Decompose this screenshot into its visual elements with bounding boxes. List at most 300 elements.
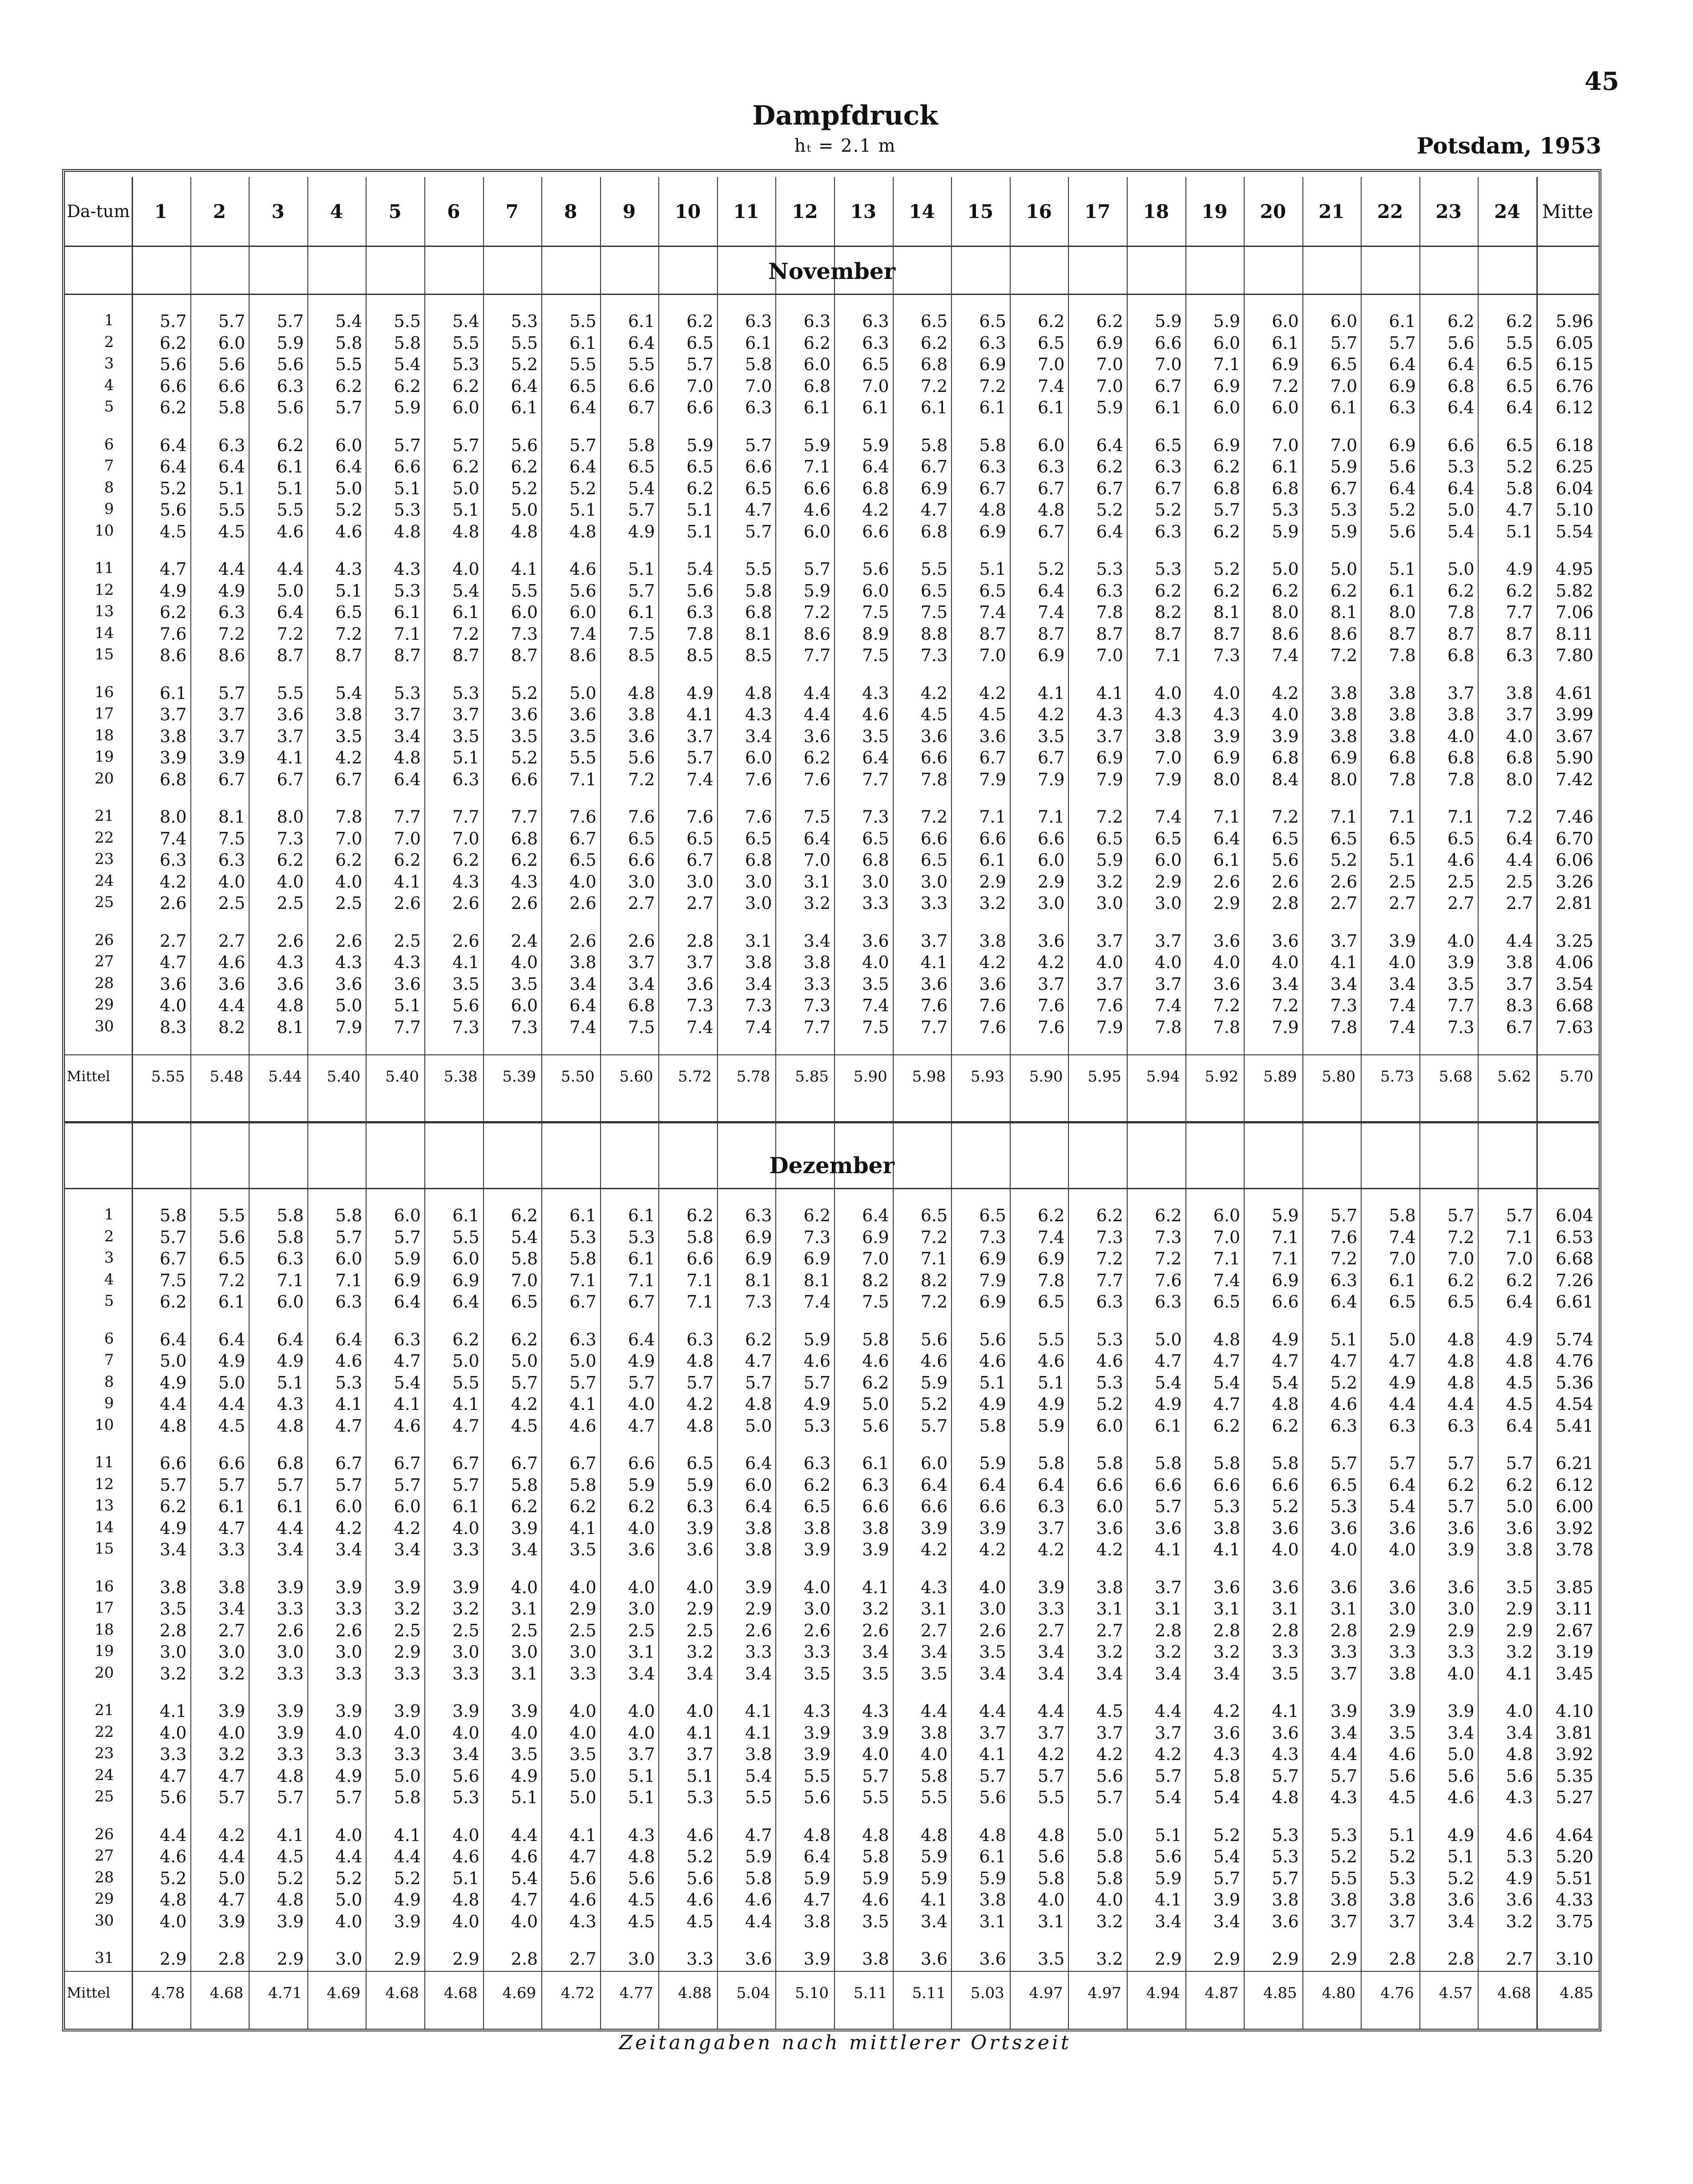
value-cell: 5.0 — [1506, 1497, 1533, 1516]
value-cell: 3.9 — [1447, 953, 1475, 972]
value-cell: 5.0 — [569, 1766, 597, 1786]
value-cell: 7.3 — [1213, 646, 1241, 665]
value-cell: 8.7 — [1155, 624, 1182, 644]
day-label: 12 — [94, 1475, 114, 1493]
mitte-cell: 6.53 — [1556, 1227, 1593, 1247]
value-cell: 4.0 — [1037, 1890, 1065, 1909]
value-cell: 3.6 — [335, 974, 363, 994]
value-cell: 5.0 — [1447, 559, 1475, 579]
value-cell: 2.6 — [569, 931, 597, 951]
value-cell: 2.6 — [569, 893, 597, 913]
value-cell: 6.1 — [628, 1206, 655, 1225]
value-cell: 4.0 — [1272, 1540, 1299, 1559]
day-label: 18 — [94, 726, 114, 744]
value-cell: 6.3 — [394, 1329, 421, 1349]
mittel-value: 4.69 — [502, 1984, 536, 2002]
value-cell: 3.7 — [686, 726, 713, 746]
value-cell: 3.9 — [1389, 1701, 1416, 1721]
value-cell: 4.4 — [394, 1847, 421, 1866]
header-hour-10: 10 — [674, 200, 701, 222]
value-cell: 3.5 — [1506, 1577, 1533, 1597]
value-cell: 4.0 — [511, 1911, 538, 1931]
value-cell: 6.5 — [979, 311, 1006, 331]
value-cell: 4.3 — [569, 1911, 597, 1931]
value-cell: 2.9 — [394, 1949, 421, 1969]
value-cell: 5.3 — [628, 1227, 655, 1247]
value-cell: 3.3 — [1037, 1599, 1065, 1619]
mittel-value: 5.80 — [1322, 1068, 1356, 1086]
value-cell: 2.7 — [1447, 893, 1475, 913]
value-cell: 5.0 — [862, 1394, 889, 1414]
value-cell: 7.0 — [862, 1249, 889, 1268]
value-cell: 4.5 — [628, 1911, 655, 1931]
value-cell: 3.9 — [803, 1949, 830, 1969]
value-cell: 4.6 — [686, 1890, 713, 1909]
value-cell: 4.0 — [803, 1577, 830, 1597]
value-cell: 6.6 — [745, 457, 772, 476]
header-hour-11: 11 — [733, 200, 759, 222]
value-cell: 6.0 — [1272, 398, 1299, 417]
value-cell: 3.9 — [1213, 726, 1241, 746]
value-cell: 4.0 — [569, 1577, 597, 1597]
value-cell: 5.1 — [335, 581, 363, 601]
value-cell: 4.3 — [335, 953, 363, 972]
value-cell: 4.9 — [628, 1351, 655, 1371]
value-cell: 4.4 — [1506, 931, 1533, 951]
value-cell: 4.0 — [160, 1723, 187, 1743]
value-cell: 5.7 — [1330, 1206, 1358, 1225]
value-cell: 4.4 — [920, 1701, 948, 1721]
value-cell: 5.0 — [745, 1416, 772, 1436]
value-cell: 5.3 — [452, 683, 480, 703]
value-cell: 4.4 — [218, 1847, 246, 1866]
value-cell: 7.5 — [628, 624, 655, 644]
value-cell: 3.4 — [335, 1540, 363, 1559]
value-cell: 4.9 — [335, 1766, 363, 1786]
value-cell: 5.2 — [920, 1394, 948, 1414]
value-cell: 3.7 — [394, 705, 421, 724]
value-cell: 2.9 — [452, 1949, 480, 1969]
value-cell: 3.7 — [1037, 1723, 1065, 1743]
value-cell: 7.0 — [1506, 1249, 1533, 1268]
value-cell: 4.1 — [686, 705, 713, 724]
value-cell: 3.0 — [920, 872, 948, 892]
value-cell: 3.5 — [569, 1540, 597, 1559]
value-cell: 6.6 — [803, 478, 830, 498]
value-cell: 7.0 — [686, 376, 713, 396]
value-cell: 4.0 — [160, 996, 187, 1015]
value-cell: 7.3 — [803, 1227, 830, 1247]
value-cell: 3.5 — [803, 1663, 830, 1683]
value-cell: 6.9 — [1096, 748, 1123, 767]
mittel-value: 4.68 — [443, 1984, 478, 2002]
value-cell: 4.0 — [335, 1723, 363, 1743]
value-cell: 6.5 — [628, 457, 655, 476]
value-cell: 3.6 — [1155, 1518, 1182, 1538]
value-cell: 7.1 — [979, 807, 1006, 827]
value-cell: 4.5 — [160, 521, 187, 541]
value-cell: 5.6 — [452, 1766, 480, 1786]
value-cell: 5.3 — [803, 1416, 830, 1436]
value-cell: 6.6 — [920, 828, 948, 848]
day-label: 16 — [94, 1577, 114, 1595]
value-cell: 6.4 — [277, 1329, 304, 1349]
value-cell: 5.7 — [335, 1475, 363, 1495]
value-cell: 6.2 — [452, 850, 480, 870]
value-cell: 4.2 — [335, 1518, 363, 1538]
value-cell: 5.7 — [1506, 1206, 1533, 1225]
value-cell: 3.9 — [394, 1911, 421, 1931]
day-label: 19 — [94, 748, 114, 766]
value-cell: 7.5 — [862, 1292, 889, 1312]
value-cell: 5.7 — [745, 435, 772, 455]
value-cell: 5.6 — [160, 500, 187, 520]
value-cell: 4.7 — [569, 1847, 597, 1866]
mittel-value: 4.97 — [1029, 1984, 1063, 2002]
mitte-cell: 3.10 — [1556, 1949, 1593, 1969]
mittel-value: 5.48 — [210, 1068, 244, 1086]
value-cell: 5.6 — [569, 1868, 597, 1888]
value-cell: 7.5 — [803, 807, 830, 827]
value-cell: 3.6 — [686, 974, 713, 994]
value-cell: 3.4 — [628, 974, 655, 994]
value-cell: 2.9 — [1155, 1949, 1182, 1969]
mitte-cell: 3.19 — [1556, 1642, 1593, 1662]
value-cell: 5.2 — [1096, 1394, 1123, 1414]
value-cell: 5.5 — [452, 1373, 480, 1393]
value-cell: 3.0 — [686, 872, 713, 892]
value-cell: 3.6 — [569, 705, 597, 724]
value-cell: 3.3 — [686, 1949, 713, 1969]
mitte-cell: 7.63 — [1556, 1017, 1593, 1037]
value-cell: 4.6 — [803, 500, 830, 520]
value-cell: 6.9 — [979, 1292, 1006, 1312]
value-cell: 7.8 — [1447, 602, 1475, 622]
value-cell: 3.9 — [1037, 1577, 1065, 1597]
value-cell: 4.7 — [218, 1766, 246, 1786]
value-cell: 7.0 — [511, 1270, 538, 1290]
day-label: 29 — [94, 996, 114, 1013]
value-cell: 7.5 — [862, 646, 889, 665]
value-cell: 7.4 — [1037, 1227, 1065, 1247]
value-cell: 3.5 — [511, 1744, 538, 1764]
value-cell: 7.4 — [1037, 602, 1065, 622]
value-cell: 5.5 — [511, 333, 538, 353]
value-cell: 5.2 — [394, 1868, 421, 1888]
value-cell: 3.4 — [1213, 1663, 1241, 1683]
value-cell: 2.6 — [628, 931, 655, 951]
value-cell: 6.7 — [218, 769, 246, 789]
day-label: 5 — [104, 1292, 114, 1310]
value-cell: 4.0 — [979, 1577, 1006, 1597]
value-cell: 4.0 — [511, 953, 538, 972]
value-cell: 5.6 — [277, 355, 304, 374]
value-cell: 5.5 — [569, 311, 597, 331]
value-cell: 4.1 — [569, 1394, 597, 1414]
value-cell: 6.2 — [394, 850, 421, 870]
value-cell: 3.5 — [1447, 974, 1475, 994]
value-cell: 4.3 — [394, 559, 421, 579]
value-cell: 3.7 — [1096, 974, 1123, 994]
value-cell: 5.7 — [1447, 1206, 1475, 1225]
value-cell: 5.5 — [569, 748, 597, 767]
value-cell: 2.9 — [1155, 872, 1182, 892]
value-cell: 7.3 — [1096, 1227, 1123, 1247]
value-cell: 3.9 — [277, 1701, 304, 1721]
value-cell: 5.1 — [1330, 1329, 1358, 1349]
value-cell: 3.8 — [1330, 726, 1358, 746]
mitte-cell: 4.10 — [1556, 1701, 1593, 1721]
value-cell: 7.8 — [335, 807, 363, 827]
value-cell: 4.6 — [452, 1847, 480, 1866]
value-cell: 6.4 — [1447, 398, 1475, 417]
column-divider — [775, 177, 776, 2029]
value-cell: 3.5 — [920, 1663, 948, 1683]
value-cell: 5.8 — [569, 1475, 597, 1495]
value-cell: 3.8 — [745, 1518, 772, 1538]
value-cell: 6.0 — [745, 748, 772, 767]
value-cell: 5.7 — [452, 435, 480, 455]
value-cell: 3.5 — [1389, 1723, 1416, 1743]
header-hour-24: 24 — [1494, 200, 1520, 222]
value-cell: 7.6 — [1155, 1270, 1182, 1290]
mittel-value: 5.10 — [795, 1984, 829, 2002]
value-cell: 6.4 — [160, 1329, 187, 1349]
value-cell: 8.2 — [218, 1017, 246, 1037]
value-cell: 6.6 — [862, 521, 889, 541]
value-cell: 4.0 — [686, 1701, 713, 1721]
value-cell: 4.8 — [452, 1890, 480, 1909]
value-cell: 4.9 — [160, 1518, 187, 1538]
value-cell: 4.9 — [160, 1373, 187, 1393]
value-cell: 3.3 — [277, 1744, 304, 1764]
value-cell: 6.9 — [745, 1227, 772, 1247]
value-cell: 4.8 — [452, 521, 480, 541]
value-cell: 5.3 — [1096, 1373, 1123, 1393]
value-cell: 4.9 — [628, 521, 655, 541]
header-rule — [65, 246, 1599, 247]
value-cell: 7.6 — [745, 807, 772, 827]
value-cell: 5.2 — [1213, 559, 1241, 579]
value-cell: 7.2 — [218, 624, 246, 644]
value-cell: 6.0 — [394, 1497, 421, 1516]
value-cell: 5.3 — [1330, 1825, 1358, 1845]
value-cell: 8.5 — [686, 646, 713, 665]
value-cell: 3.9 — [920, 1518, 948, 1538]
value-cell: 4.0 — [1447, 726, 1475, 746]
value-cell: 2.6 — [803, 1620, 830, 1640]
value-cell: 6.8 — [862, 850, 889, 870]
mittel-value: 4.71 — [268, 1984, 302, 2002]
value-cell: 2.7 — [1330, 893, 1358, 913]
value-cell: 3.6 — [1389, 1577, 1416, 1597]
value-cell: 3.8 — [1096, 1577, 1123, 1597]
mittel-value: 5.11 — [912, 1984, 946, 2002]
value-cell: 2.8 — [1447, 1949, 1475, 1969]
value-cell: 7.4 — [1389, 1227, 1416, 1247]
value-cell: 4.3 — [277, 953, 304, 972]
value-cell: 4.2 — [686, 1394, 713, 1414]
value-cell: 5.7 — [394, 1475, 421, 1495]
value-cell: 7.4 — [1155, 807, 1182, 827]
mitte-cell: 2.67 — [1556, 1620, 1593, 1640]
day-label: 23 — [94, 850, 114, 868]
value-cell: 3.5 — [335, 726, 363, 746]
value-cell: 6.5 — [569, 850, 597, 870]
value-cell: 4.0 — [452, 1723, 480, 1743]
value-cell: 4.8 — [628, 683, 655, 703]
value-cell: 7.4 — [686, 769, 713, 789]
value-cell: 6.2 — [1506, 1475, 1533, 1495]
value-cell: 5.0 — [335, 1890, 363, 1909]
value-cell: 8.7 — [277, 646, 304, 665]
day-label: 30 — [94, 1911, 114, 1930]
value-cell: 3.3 — [335, 1663, 363, 1683]
value-cell: 6.8 — [628, 996, 655, 1015]
value-cell: 6.1 — [628, 311, 655, 331]
value-cell: 4.5 — [218, 521, 246, 541]
value-cell: 5.5 — [394, 311, 421, 331]
value-cell: 6.3 — [686, 602, 713, 622]
value-cell: 3.1 — [1330, 1599, 1358, 1619]
value-cell: 5.1 — [628, 1788, 655, 1807]
value-cell: 5.7 — [628, 581, 655, 601]
value-cell: 7.9 — [979, 769, 1006, 789]
value-cell: 3.5 — [569, 1744, 597, 1764]
value-cell: 5.9 — [1272, 1206, 1299, 1225]
value-cell: 2.6 — [1330, 872, 1358, 892]
value-cell: 5.8 — [511, 1249, 538, 1268]
value-cell: 7.7 — [803, 646, 830, 665]
value-cell: 6.4 — [628, 333, 655, 353]
value-cell: 4.9 — [1506, 1868, 1533, 1888]
value-cell: 4.1 — [1213, 1540, 1241, 1559]
value-cell: 7.4 — [569, 624, 597, 644]
value-cell: 6.5 — [979, 1206, 1006, 1225]
mitte-cell: 3.85 — [1556, 1577, 1593, 1597]
value-cell: 5.9 — [862, 1868, 889, 1888]
value-cell: 3.9 — [862, 1540, 889, 1559]
value-cell: 3.7 — [1096, 1723, 1123, 1743]
value-cell: 3.0 — [862, 872, 889, 892]
value-cell: 7.5 — [218, 828, 246, 848]
value-cell: 4.8 — [628, 1847, 655, 1866]
value-cell: 4.9 — [1037, 1394, 1065, 1414]
value-cell: 6.3 — [218, 435, 246, 455]
mitte-cell: 6.18 — [1556, 435, 1593, 455]
value-cell: 4.3 — [745, 705, 772, 724]
value-cell: 7.9 — [1155, 769, 1182, 789]
value-cell: 3.4 — [569, 974, 597, 994]
value-cell: 4.6 — [335, 521, 363, 541]
value-cell: 5.2 — [569, 478, 597, 498]
value-cell: 6.2 — [569, 1497, 597, 1516]
value-cell: 3.0 — [979, 1599, 1006, 1619]
value-cell: 6.1 — [218, 1497, 246, 1516]
value-cell: 6.8 — [1272, 478, 1299, 498]
value-cell: 2.6 — [511, 893, 538, 913]
value-cell: 6.2 — [160, 398, 187, 417]
value-cell: 7.0 — [1272, 435, 1299, 455]
value-cell: 6.5 — [745, 828, 772, 848]
value-cell: 4.4 — [218, 996, 246, 1015]
day-label: 5 — [104, 398, 114, 416]
value-cell: 2.9 — [1213, 1949, 1241, 1969]
value-cell: 8.0 — [160, 807, 187, 827]
value-cell: 4.8 — [920, 1825, 948, 1845]
value-cell: 6.7 — [335, 769, 363, 789]
value-cell: 3.4 — [979, 1663, 1006, 1683]
value-cell: 5.3 — [686, 1788, 713, 1807]
value-cell: 6.2 — [511, 1329, 538, 1349]
value-cell: 3.7 — [1155, 1577, 1182, 1597]
value-cell: 4.8 — [979, 500, 1006, 520]
value-cell: 3.4 — [1155, 1663, 1182, 1683]
value-cell: 5.8 — [686, 1227, 713, 1247]
value-cell: 3.8 — [1389, 705, 1416, 724]
value-cell: 7.0 — [979, 646, 1006, 665]
value-cell: 5.7 — [1447, 1453, 1475, 1473]
value-cell: 7.1 — [1155, 646, 1182, 665]
value-cell: 7.2 — [920, 376, 948, 396]
value-cell: 3.9 — [277, 1577, 304, 1597]
value-cell: 5.1 — [1037, 1373, 1065, 1393]
value-cell: 5.0 — [335, 996, 363, 1015]
value-cell: 7.0 — [862, 376, 889, 396]
value-cell: 2.6 — [1213, 872, 1241, 892]
value-cell: 3.7 — [1330, 931, 1358, 951]
value-cell: 5.7 — [1272, 1766, 1299, 1786]
value-cell: 2.9 — [1447, 1620, 1475, 1640]
value-cell: 7.8 — [1037, 1270, 1065, 1290]
value-cell: 6.7 — [1037, 521, 1065, 541]
day-label: 2 — [104, 1227, 114, 1245]
value-cell: 3.6 — [1272, 1577, 1299, 1597]
value-cell: 3.7 — [628, 1744, 655, 1764]
value-cell: 6.5 — [1447, 1292, 1475, 1312]
value-cell: 5.2 — [1330, 1847, 1358, 1866]
value-cell: 3.3 — [218, 1540, 246, 1559]
value-cell: 4.9 — [686, 683, 713, 703]
day-label: 13 — [94, 602, 114, 620]
value-cell: 6.0 — [920, 1453, 948, 1473]
value-cell: 6.8 — [277, 1453, 304, 1473]
value-cell: 5.2 — [1330, 850, 1358, 870]
value-cell: 6.3 — [1096, 581, 1123, 601]
value-cell: 4.0 — [1330, 1540, 1358, 1559]
value-cell: 7.4 — [1389, 1017, 1416, 1037]
day-label: 1 — [104, 1206, 114, 1223]
value-cell: 5.6 — [1096, 1766, 1123, 1786]
value-cell: 3.0 — [218, 1642, 246, 1662]
value-cell: 4.0 — [1447, 1663, 1475, 1683]
column-divider — [658, 177, 659, 2029]
day-label: 10 — [94, 1416, 114, 1434]
mitte-cell: 4.33 — [1556, 1890, 1593, 1909]
value-cell: 3.7 — [452, 705, 480, 724]
value-cell: 6.5 — [335, 602, 363, 622]
value-cell: 2.9 — [394, 1642, 421, 1662]
value-cell: 3.3 — [569, 1663, 597, 1683]
value-cell: 6.4 — [394, 769, 421, 789]
value-cell: 6.5 — [1272, 828, 1299, 848]
value-cell: 7.4 — [569, 1017, 597, 1037]
value-cell: 7.2 — [1272, 996, 1299, 1015]
value-cell: 4.5 — [686, 1911, 713, 1931]
mitte-cell: 5.51 — [1556, 1868, 1593, 1888]
value-cell: 6.1 — [1272, 333, 1299, 353]
value-cell: 6.5 — [1389, 1292, 1416, 1312]
